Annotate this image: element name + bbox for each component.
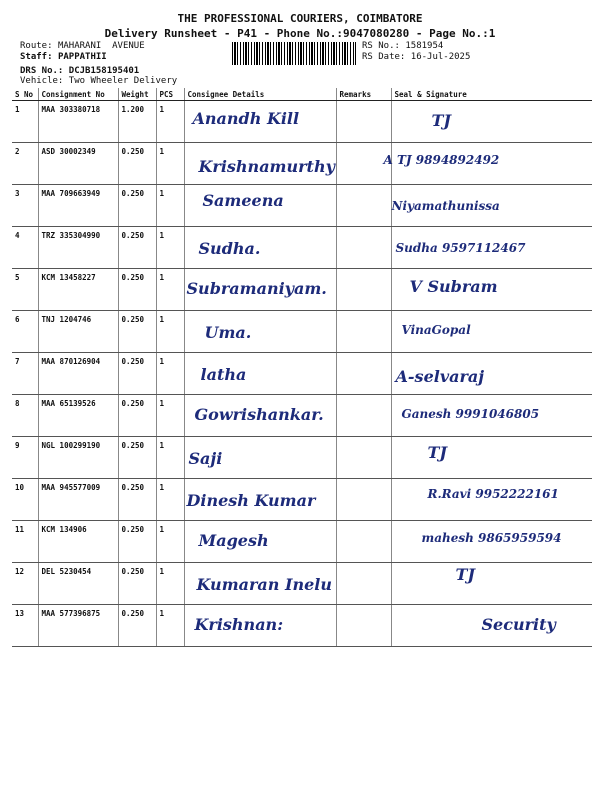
cell-pcs: 1 xyxy=(156,437,184,479)
table-row xyxy=(12,437,592,479)
cell-signature xyxy=(391,311,592,353)
table-row xyxy=(12,311,592,353)
cell-signature xyxy=(391,395,592,437)
handwritten-signature: Sudha 9597112467 xyxy=(395,241,526,255)
cell-signature xyxy=(391,521,592,563)
cell-consignee xyxy=(184,311,336,353)
route-line: Route: MAHARANI AVENUE xyxy=(20,41,145,51)
handwritten-signature: R.Ravi 9952222161 xyxy=(427,487,559,501)
cell-consignee xyxy=(184,227,336,269)
cell-pcs: 1 xyxy=(156,143,184,185)
cell-remarks xyxy=(336,311,391,353)
cell-signature xyxy=(391,101,592,143)
cell-signature xyxy=(391,353,592,395)
drs-line: DRS No.: DCJB158195401 xyxy=(20,66,140,76)
cell-signature xyxy=(391,563,592,605)
table-row xyxy=(12,605,592,647)
col-remarks: Remarks xyxy=(336,88,391,101)
cell-weight: 0.250 xyxy=(118,479,156,521)
cell-consignee xyxy=(184,521,336,563)
cell-remarks xyxy=(336,605,391,647)
cell-consignee xyxy=(184,605,336,647)
handwritten-signature: A-selvaraj xyxy=(395,367,485,386)
table-row xyxy=(12,143,592,185)
cell-remarks xyxy=(336,353,391,395)
handwritten-signature: TJ xyxy=(455,565,475,584)
cell-remarks xyxy=(336,479,391,521)
cell-consignee xyxy=(184,395,336,437)
cell-sno: 8 xyxy=(12,395,38,437)
handwritten-consignee: Krishnamurthy xyxy=(198,157,335,176)
handwritten-consignee: Dinesh Kumar xyxy=(186,491,316,510)
handwritten-signature: V Subram xyxy=(409,277,498,296)
cell-weight: 0.250 xyxy=(118,521,156,563)
cell-consignment: MAA 303380718 xyxy=(38,101,118,143)
handwritten-consignee: Subramaniyam. xyxy=(186,279,327,298)
cell-signature xyxy=(391,437,592,479)
barcode xyxy=(232,42,356,65)
cell-pcs: 1 xyxy=(156,227,184,269)
cell-sno: 6 xyxy=(12,311,38,353)
staff-line: Staff: PAPPATHII xyxy=(20,52,107,62)
cell-sno: 3 xyxy=(12,185,38,227)
cell-weight: 0.250 xyxy=(118,143,156,185)
cell-pcs: 1 xyxy=(156,101,184,143)
table-row xyxy=(12,521,592,563)
cell-consignee xyxy=(184,437,336,479)
cell-weight: 0.250 xyxy=(118,269,156,311)
handwritten-signature: TJ xyxy=(431,111,451,130)
col-consignment: Consignment No xyxy=(38,88,118,101)
cell-weight: 0.250 xyxy=(118,227,156,269)
col-consignee: Consignee Details xyxy=(184,88,336,101)
handwritten-consignee: Saji xyxy=(188,449,223,468)
cell-sno: 10 xyxy=(12,479,38,521)
cell-sno: 13 xyxy=(12,605,38,647)
col-sno: S No xyxy=(12,88,38,101)
cell-pcs: 1 xyxy=(156,479,184,521)
handwritten-consignee: Anandh Kill xyxy=(192,109,300,128)
table-row xyxy=(12,227,592,269)
handwritten-signature: Ganesh 9991046805 xyxy=(401,407,540,421)
cell-pcs: 1 xyxy=(156,605,184,647)
handwritten-consignee: Sudha. xyxy=(198,239,261,258)
cell-signature xyxy=(391,185,592,227)
cell-consignee xyxy=(184,269,336,311)
cell-pcs: 1 xyxy=(156,353,184,395)
cell-remarks xyxy=(336,269,391,311)
cell-consignment: MAA 65139526 xyxy=(38,395,118,437)
table-row xyxy=(12,269,592,311)
col-pcs: PCS xyxy=(156,88,184,101)
cell-pcs: 1 xyxy=(156,185,184,227)
cell-consignment: MAA 577396875 xyxy=(38,605,118,647)
table-row xyxy=(12,101,592,143)
cell-consignment: ASD 30002349 xyxy=(38,143,118,185)
cell-weight: 0.250 xyxy=(118,563,156,605)
runsheet-table xyxy=(12,88,592,647)
table-row xyxy=(12,185,592,227)
cell-weight: 1.200 xyxy=(118,101,156,143)
cell-consignment: KCM 13458227 xyxy=(38,269,118,311)
cell-consignment: DEL 5230454 xyxy=(38,563,118,605)
cell-remarks xyxy=(336,395,391,437)
cell-consignee xyxy=(184,563,336,605)
cell-pcs: 1 xyxy=(156,395,184,437)
table-header-row xyxy=(12,88,592,101)
table-row xyxy=(12,395,592,437)
cell-pcs: 1 xyxy=(156,269,184,311)
cell-pcs: 1 xyxy=(156,311,184,353)
cell-remarks xyxy=(336,563,391,605)
cell-weight: 0.250 xyxy=(118,605,156,647)
cell-weight: 0.250 xyxy=(118,185,156,227)
cell-consignee xyxy=(184,353,336,395)
handwritten-consignee: Gowrishankar. xyxy=(194,405,324,424)
cell-pcs: 1 xyxy=(156,563,184,605)
handwritten-consignee: Krishnan: xyxy=(194,615,284,634)
company-title: THE PROFESSIONAL COURIERS, COIMBATORE xyxy=(177,12,423,25)
cell-consignee xyxy=(184,143,336,185)
cell-weight: 0.250 xyxy=(118,395,156,437)
col-weight: Weight xyxy=(118,88,156,101)
handwritten-signature: TJ xyxy=(427,443,447,462)
handwritten-consignee: latha xyxy=(200,365,247,384)
cell-sno: 11 xyxy=(12,521,38,563)
cell-consignee xyxy=(184,185,336,227)
cell-sno: 5 xyxy=(12,269,38,311)
table-row xyxy=(12,479,592,521)
cell-pcs: 1 xyxy=(156,521,184,563)
cell-sno: 7 xyxy=(12,353,38,395)
cell-consignment: TNJ 1204746 xyxy=(38,311,118,353)
cell-signature xyxy=(391,269,592,311)
cell-weight: 0.250 xyxy=(118,437,156,479)
handwritten-signature: Niyamathunissa xyxy=(391,199,500,213)
cell-remarks xyxy=(336,521,391,563)
handwritten-consignee: Kumaran Inelu xyxy=(196,575,332,594)
vehicle-line: Vehicle: Two Wheeler Delivery xyxy=(20,76,178,86)
handwritten-consignee: Magesh xyxy=(198,531,269,550)
cell-weight: 0.250 xyxy=(118,311,156,353)
handwritten-signature: Security xyxy=(481,615,556,634)
cell-consignment: KCM 134906 xyxy=(38,521,118,563)
handwritten-signature: A TJ 9894892492 xyxy=(383,153,500,167)
cell-consignment: MAA 709663949 xyxy=(38,185,118,227)
cell-remarks xyxy=(336,227,391,269)
cell-remarks xyxy=(336,437,391,479)
table-row xyxy=(12,353,592,395)
runsheet-subtitle: Delivery Runsheet - P41 - Phone No.:9047080280 - Page No.:1 xyxy=(104,27,496,40)
table-row xyxy=(12,563,592,605)
rs-no-line: RS No.: 1581954 xyxy=(362,41,444,51)
cell-remarks xyxy=(336,185,391,227)
cell-weight: 0.250 xyxy=(118,353,156,395)
cell-consignment: MAA 945577009 xyxy=(38,479,118,521)
cell-sno: 4 xyxy=(12,227,38,269)
cell-signature xyxy=(383,143,592,185)
handwritten-signature: mahesh 9865959594 xyxy=(421,531,562,545)
handwritten-signature: VinaGopal xyxy=(401,323,471,337)
cell-consignment: MAA 870126904 xyxy=(38,353,118,395)
cell-signature xyxy=(391,227,592,269)
cell-sno: 12 xyxy=(12,563,38,605)
cell-signature xyxy=(391,605,592,647)
cell-consignment: TRZ 335304990 xyxy=(38,227,118,269)
handwritten-consignee: Sameena xyxy=(202,191,284,210)
cell-signature xyxy=(391,479,592,521)
cell-remarks xyxy=(336,101,391,143)
cell-sno: 1 xyxy=(12,101,38,143)
cell-sno: 2 xyxy=(12,143,38,185)
col-seal-signature: Seal & Signature xyxy=(391,88,592,101)
cell-consignee xyxy=(184,101,336,143)
cell-consignee xyxy=(184,479,336,521)
cell-sno: 9 xyxy=(12,437,38,479)
handwritten-consignee: Uma. xyxy=(204,323,252,342)
rs-date-line: RS Date: 16-Jul-2025 xyxy=(362,52,471,62)
cell-consignment: NGL 100299190 xyxy=(38,437,118,479)
